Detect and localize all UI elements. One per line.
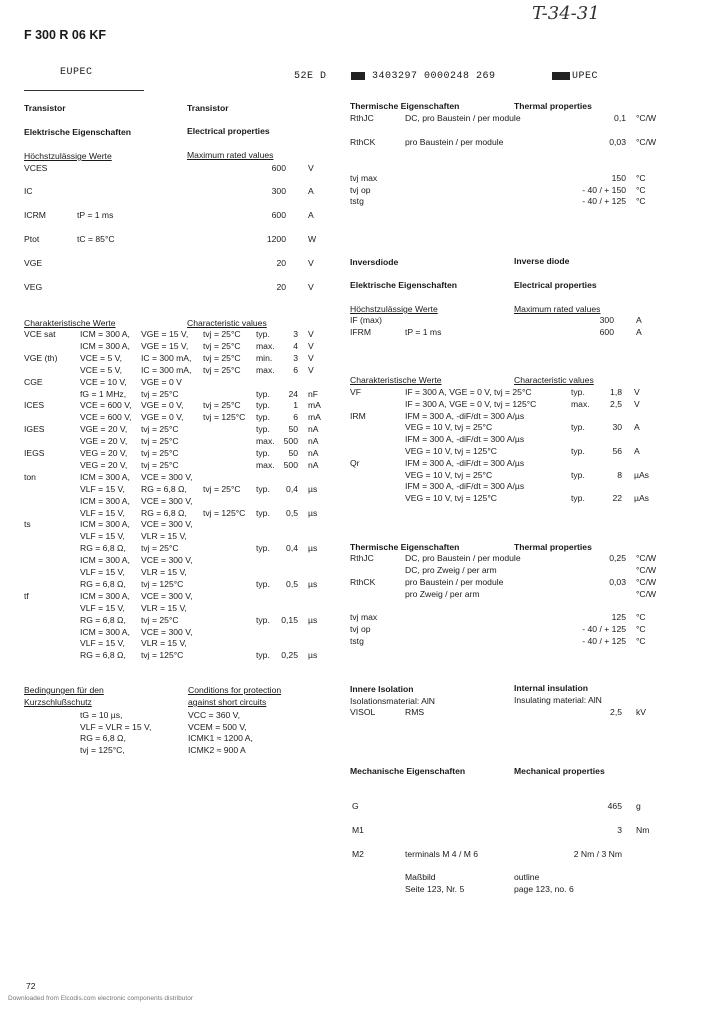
transistor-elec-en: Electrical properties xyxy=(187,126,270,136)
short-row-left: tvj = 125°C, xyxy=(80,744,125,755)
char-row-c2: VCE = 300 V, xyxy=(141,555,193,566)
max-row-symbol: ICRM xyxy=(24,210,46,220)
diode-char-row-cond: IFM = 300 A, -diF/dt = 300 A/µs xyxy=(405,481,525,492)
diode-char-row-sym: VF xyxy=(350,387,361,397)
transistor-max-en: Maximum rated values xyxy=(187,150,274,160)
char-row-q: typ. xyxy=(256,400,270,411)
transistor-elec-de: Elektrische Eigenschaften xyxy=(24,127,131,137)
char-row-unit: µs xyxy=(308,578,318,589)
char-row-unit: V xyxy=(308,340,314,351)
diode-char-row-sym: IRM xyxy=(350,410,366,421)
diode-max-symbol: IF (max) xyxy=(350,315,382,325)
char-row-c1: VLF = 15 V, xyxy=(80,483,125,494)
mech-row-value: 3 xyxy=(617,825,622,835)
char-row-c2: tvj = 25°C xyxy=(141,424,179,435)
diode-title-de: Inversdiode xyxy=(350,257,399,267)
mech-en: Mechanical properties xyxy=(514,766,605,776)
char-row-c1: ICM = 300 A, xyxy=(80,329,130,339)
char-row-c2: VLR = 15 V, xyxy=(141,638,187,649)
char-row-c1: VCE = 600 V, xyxy=(80,412,132,423)
char-row-val: 1 xyxy=(293,400,298,411)
mech-row-unit: Nm xyxy=(636,825,650,835)
max-row-symbol: Ptot xyxy=(24,234,40,244)
mech-row-condition: terminals M 4 / M 6 xyxy=(405,849,479,859)
char-row-c2: VLR = 15 V, xyxy=(141,602,187,613)
thermal-t-de: Thermische Eigenschaften xyxy=(350,101,460,111)
outline-de: Maßbild xyxy=(405,872,436,882)
thermal-d-unit: °C xyxy=(636,612,646,622)
char-row-c1: VCE = 5 V, xyxy=(80,352,122,363)
isolation-de: Innere Isolation xyxy=(350,684,414,694)
header-rule xyxy=(24,90,144,91)
char-row-unit: nA xyxy=(308,459,319,470)
max-row-value: 1200 xyxy=(266,234,286,244)
max-row-value: 20 xyxy=(276,258,286,268)
char-row-c1: ICM = 300 A, xyxy=(80,340,130,351)
outline-en: outline xyxy=(514,872,540,882)
max-row-unit: A xyxy=(308,186,314,196)
mech-row-value: 465 xyxy=(607,801,622,811)
char-row-q: typ. xyxy=(256,483,270,494)
diode-char-row-cond: IF = 300 A, VGE = 0 V, tvj = 125°C xyxy=(405,398,537,409)
short-circuit-en-2: against short circuits xyxy=(188,697,267,707)
thermal-d-symbol: tvj max xyxy=(350,612,378,622)
char-row-unit: V xyxy=(308,364,314,375)
char-row-q: min. xyxy=(256,352,273,363)
thermal-d-unit: °C xyxy=(636,624,646,634)
char-row-q: typ. xyxy=(256,412,270,423)
char-row-c3: tvj = 125°C xyxy=(203,507,246,518)
char-row-unit: nA xyxy=(308,436,319,447)
isolation-cond: RMS xyxy=(405,707,425,717)
char-row-c1: RG = 6,8 Ω, xyxy=(80,578,126,589)
char-row-c2: IC = 300 mA, xyxy=(141,352,192,363)
char-row-c1: VEG = 20 V, xyxy=(80,459,128,470)
thermal-d-unit: °C/W xyxy=(636,553,657,563)
char-row-c1: VEG = 20 V, xyxy=(80,448,128,458)
diode-char-row-q: typ. xyxy=(571,422,585,433)
char-row-c2: VCE = 300 V, xyxy=(141,519,193,530)
char-row-c2: VCE = 300 V, xyxy=(141,495,193,506)
diode-char-row-val: 1,8 xyxy=(610,387,622,397)
char-row-c3: tvj = 25°C xyxy=(203,352,241,363)
isolation-value: 2,5 xyxy=(610,707,622,717)
char-row-c1: ICM = 300 A, xyxy=(80,471,130,482)
char-row-val: 50 xyxy=(288,424,298,435)
diode-max-value: 300 xyxy=(599,315,614,325)
diode-char-row-unit: V xyxy=(634,398,640,409)
thermal-d-condition: DC, pro Zweig / per arm xyxy=(405,565,497,575)
mech-row-symbol: M2 xyxy=(352,849,364,859)
char-row-sym: IEGS xyxy=(24,448,45,458)
thermal-d-value: 0,25 xyxy=(609,553,626,563)
char-row-unit: µs xyxy=(308,614,318,625)
transistor-char-de: Charakteristische Werte xyxy=(24,318,116,328)
char-row-c1: ICM = 300 A, xyxy=(80,590,130,601)
char-row-c2: VGE = 15 V, xyxy=(141,329,189,339)
thermal-row-unit: °C xyxy=(636,196,646,206)
max-row-symbol: VCES xyxy=(24,163,48,173)
mech-de: Mechanische Eigenschaften xyxy=(350,766,466,776)
thermal-row-value: 150 xyxy=(611,173,626,183)
diode-char-row-cond: IFM = 300 A, -diF/dt = 300 A/µs xyxy=(405,410,525,421)
thermal-row-value: 0,03 xyxy=(609,137,626,147)
char-row-c1: VLF = 15 V, xyxy=(80,507,125,518)
short-circuit-de-1: Bedingungen für den xyxy=(24,685,104,695)
thermal-d-unit: °C xyxy=(636,636,646,646)
char-row-c1: ICM = 300 A, xyxy=(80,555,130,566)
char-row-val: 24 xyxy=(288,388,298,399)
char-row-unit: µs xyxy=(308,650,318,661)
char-row-sym: IGES xyxy=(24,424,45,435)
char-row-c3: tvj = 25°C xyxy=(203,364,241,375)
thermal-row-unit: °C xyxy=(636,173,646,183)
char-row-unit: µs xyxy=(308,543,318,554)
char-row-unit: µs xyxy=(308,507,318,518)
char-row-sym: ton xyxy=(24,471,36,482)
handwritten-note: T-34-31 xyxy=(532,3,600,24)
diode-max-symbol: IFRM xyxy=(350,327,372,337)
char-row-unit: nA xyxy=(308,424,319,435)
short-row-right: VCEM = 500 V, xyxy=(188,721,247,732)
char-row-c2: tvj = 25°C xyxy=(141,436,179,447)
thermal-t-en: Thermal properties xyxy=(514,101,592,111)
thermal-row-symbol: RthJC xyxy=(350,113,374,123)
thermal-d-value: - 40 / + 125 xyxy=(582,624,626,634)
char-row-q: typ. xyxy=(256,543,270,554)
code-numbers: 3403297 0000248 269 xyxy=(372,71,496,82)
isolation-material-en: Insulating material: AlN xyxy=(514,695,602,705)
outline-ref-en: page 123, no. 6 xyxy=(514,884,574,894)
thermal-d-unit: °C/W xyxy=(636,565,657,575)
diode-elec-en: Electrical properties xyxy=(514,280,597,290)
diode-char-de: Charakteristische Werte xyxy=(350,375,442,385)
char-row-c3: tvj = 25°C xyxy=(203,340,241,351)
char-row-c1: VLF = 15 V, xyxy=(80,602,125,613)
char-row-unit: mA xyxy=(308,412,321,423)
code-brand: UPEC xyxy=(572,71,599,82)
max-row-value: 300 xyxy=(271,186,286,196)
diode-char-row-cond: IFM = 300 A, -diF/dt = 300 A/µs xyxy=(405,434,525,445)
thermal-d-value: 125 xyxy=(611,612,626,622)
char-row-q: typ. xyxy=(256,614,270,625)
char-row-c2: VGE = 0 V xyxy=(141,376,182,387)
barcode-block-2 xyxy=(552,72,570,80)
diode-char-en: Characteristic values xyxy=(514,375,594,385)
max-row-value: 600 xyxy=(271,163,286,173)
thermal-row-unit: °C/W xyxy=(636,113,657,123)
char-row-val: 500 xyxy=(283,436,298,447)
char-row-c1: VCE = 5 V, xyxy=(80,364,122,375)
short-row-left: RG = 6,8 Ω, xyxy=(80,733,126,744)
char-row-q: typ. xyxy=(256,329,270,339)
char-row-q: max. xyxy=(256,340,275,351)
char-row-c2: tvj = 125°C xyxy=(141,578,184,589)
thermal-row-value: - 40 / + 150 xyxy=(582,185,626,195)
short-row-left: VLF = VLR = 15 V, xyxy=(80,721,152,732)
diode-char-row-q: typ. xyxy=(571,387,585,397)
char-row-val: 3 xyxy=(293,329,298,339)
char-row-c1: ICM = 300 A, xyxy=(80,626,130,637)
diode-char-row-unit: µAs xyxy=(634,469,649,480)
page-number: 72 xyxy=(26,981,36,991)
thermal-row-symbol: tstg xyxy=(350,196,364,206)
max-row-value: 20 xyxy=(276,282,286,292)
diode-char-row-val: 22 xyxy=(612,493,622,504)
char-row-c3: tvj = 125°C xyxy=(203,412,246,423)
thermal-d-de: Thermische Eigenschaften xyxy=(350,542,460,552)
thermal-d-condition: DC, pro Baustein / per module xyxy=(405,553,521,563)
char-row-c2: tvj = 25°C xyxy=(141,388,179,399)
char-row-q: max. xyxy=(256,436,275,447)
thermal-d-condition: pro Zweig / per arm xyxy=(405,589,480,599)
transistor-char-en: Characteristic values xyxy=(187,318,267,328)
char-row-val: 0,5 xyxy=(286,507,298,518)
char-row-val: 0,5 xyxy=(286,578,298,589)
char-row-c3: tvj = 25°C xyxy=(203,400,241,411)
char-row-val: 0,25 xyxy=(281,650,298,661)
char-row-c2: tvj = 25°C xyxy=(141,459,179,470)
char-row-c1: VCE = 600 V, xyxy=(80,400,132,411)
isolation-en: Internal insulation xyxy=(514,683,589,693)
diode-char-row-val: 8 xyxy=(617,469,622,480)
char-row-q: typ. xyxy=(256,448,270,458)
max-row-unit: V xyxy=(308,258,314,268)
char-row-val: 6 xyxy=(293,412,298,423)
diode-char-row-val: 56 xyxy=(612,446,622,456)
char-row-c2: VGE = 15 V, xyxy=(141,340,189,351)
thermal-d-value: 0,03 xyxy=(609,577,626,587)
char-row-unit: nA xyxy=(308,448,319,458)
char-row-c2: RG = 6,8 Ω, xyxy=(141,483,187,494)
short-circuit-de-2: Kurzschlußschutz xyxy=(24,697,92,707)
mech-row-symbol: M1 xyxy=(352,825,364,835)
diode-char-row-cond: IF = 300 A, VGE = 0 V, tvj = 25°C xyxy=(405,387,532,397)
char-row-c2: tvj = 25°C xyxy=(141,543,179,554)
max-row-unit: V xyxy=(308,282,314,292)
char-row-c1: VLF = 15 V, xyxy=(80,567,125,577)
char-row-q: typ. xyxy=(256,424,270,435)
diode-max-en: Maximum rated values xyxy=(514,304,601,314)
char-row-sym: ts xyxy=(24,519,31,530)
thermal-row-symbol: tvj op xyxy=(350,185,371,195)
char-row-unit: V xyxy=(308,352,314,363)
char-row-c1: VLF = 15 V, xyxy=(80,638,125,649)
max-row-value: 600 xyxy=(271,210,286,220)
char-row-val: 50 xyxy=(288,448,298,458)
diode-elec-de: Elektrische Eigenschaften xyxy=(350,280,457,290)
char-row-val: 0,15 xyxy=(281,614,298,625)
thermal-row-condition: DC, pro Baustein / per module xyxy=(405,113,521,123)
mech-row-symbol: G xyxy=(352,801,359,811)
char-row-val: 6 xyxy=(293,364,298,375)
thermal-d-en: Thermal properties xyxy=(514,542,592,552)
thermal-row-unit: °C/W xyxy=(636,137,657,147)
char-row-c2: VCE = 300 V, xyxy=(141,590,193,601)
diode-char-row-unit: A xyxy=(634,446,640,456)
diode-char-row-cond: VEG = 10 V, tvj = 25°C xyxy=(405,422,493,433)
thermal-d-symbol: RthJC xyxy=(350,553,374,563)
char-row-unit: V xyxy=(308,329,314,339)
max-row-symbol: IC xyxy=(24,186,33,196)
char-row-c1: RG = 6,8 Ω, xyxy=(80,543,126,554)
char-row-c2: VGE = 0 V, xyxy=(141,400,184,411)
char-row-c1: VLF = 15 V, xyxy=(80,531,125,542)
diode-char-row-val: 30 xyxy=(612,422,622,433)
char-row-c2: tvj = 25°C xyxy=(141,448,179,458)
char-row-sym: tf xyxy=(24,590,29,601)
char-row-unit: µs xyxy=(308,483,318,494)
short-row-right: ICMK1 ≈ 1200 A, xyxy=(188,733,253,744)
model-title: F 300 R 06 KF xyxy=(24,28,106,42)
short-row-right: ICMK2 ≈ 900 A xyxy=(188,744,246,755)
char-row-c3: tvj = 25°C xyxy=(203,329,241,339)
mech-row-unit: g xyxy=(636,801,641,811)
diode-char-row-q: typ. xyxy=(571,493,585,504)
char-row-c2: tvj = 25°C xyxy=(141,614,179,625)
diode-char-row-q: max. xyxy=(571,398,590,409)
thermal-d-unit: °C/W xyxy=(636,589,657,599)
brand-logo-text: EUPEC xyxy=(60,67,93,78)
max-row-condition: tC = 85°C xyxy=(77,234,115,244)
transistor-max-de: Höchstzulässige Werte xyxy=(24,151,112,161)
char-row-sym: VCE sat xyxy=(24,329,56,339)
char-row-c1: ICM = 300 A, xyxy=(80,495,130,506)
diode-max-value: 600 xyxy=(599,327,614,337)
char-row-c2: VLR = 15 V, xyxy=(141,531,187,542)
thermal-row-value: - 40 / + 125 xyxy=(582,196,626,206)
char-row-q: typ. xyxy=(256,650,270,661)
char-row-c1: VGE = 20 V, xyxy=(80,424,128,435)
diode-max-unit: A xyxy=(636,315,642,325)
char-row-unit: mA xyxy=(308,400,321,411)
diode-char-row-cond: VEG = 10 V, tvj = 125°C xyxy=(405,493,497,504)
transistor-title-en: Transistor xyxy=(187,103,229,113)
diode-char-row-unit: V xyxy=(634,387,640,397)
thermal-d-symbol: tstg xyxy=(350,636,364,646)
char-row-sym: VGE (th) xyxy=(24,352,58,363)
code-line-prefix: 52E D xyxy=(294,71,327,82)
char-row-q: typ. xyxy=(256,388,270,399)
diode-char-row-cond: IFM = 300 A, -diF/dt = 300 A/µs xyxy=(405,457,525,468)
max-row-condition: tP = 1 ms xyxy=(77,210,114,220)
diode-char-row-q: typ. xyxy=(571,446,585,456)
outline-ref-de: Seite 123, Nr. 5 xyxy=(405,884,465,894)
diode-char-row-unit: µAs xyxy=(634,493,649,504)
max-row-unit: A xyxy=(308,210,314,220)
short-row-right: VCC = 360 V, xyxy=(188,710,240,720)
diode-char-row-unit: A xyxy=(634,422,640,433)
thermal-row-unit: °C xyxy=(636,185,646,195)
diode-title-en: Inverse diode xyxy=(514,256,570,266)
char-row-c1: RG = 6,8 Ω, xyxy=(80,650,126,661)
scan-note: Downloaded from Elcodis.com electronic components distributor xyxy=(8,995,193,1002)
isolation-unit: kV xyxy=(636,707,647,717)
char-row-val: 0,4 xyxy=(286,483,298,494)
char-row-c2: IC = 300 mA, xyxy=(141,364,192,375)
diode-char-row-cond: VEG = 10 V, tvj = 125°C xyxy=(405,446,497,456)
thermal-row-condition: pro Baustein / per module xyxy=(405,137,504,147)
char-row-q: typ. xyxy=(256,578,270,589)
char-row-c1: RG = 6,8 Ω, xyxy=(80,614,126,625)
max-row-symbol: VEG xyxy=(24,282,43,292)
char-row-c2: VCE = 300 V, xyxy=(141,471,193,482)
diode-char-row-q: typ. xyxy=(571,469,585,480)
isolation-material: Isolationsmaterial: AlN xyxy=(350,696,436,706)
isolation-symbol: VISOL xyxy=(350,707,376,717)
diode-char-row-cond: VEG = 10 V, tvj = 25°C xyxy=(405,469,493,480)
char-row-c1: ICM = 300 A, xyxy=(80,519,130,530)
diode-char-row-val: 2,5 xyxy=(610,398,622,409)
char-row-c1: fG = 1 MHz, xyxy=(80,388,127,399)
mech-row-value: 2 Nm / 3 Nm xyxy=(573,849,622,859)
char-row-unit: nF xyxy=(308,388,319,399)
diode-max-unit: A xyxy=(636,327,642,337)
diode-max-condition: tP = 1 ms xyxy=(405,327,442,337)
diode-char-row-sym: Qr xyxy=(350,457,360,468)
thermal-d-symbol: RthCK xyxy=(350,577,376,587)
thermal-row-value: 0,1 xyxy=(614,113,626,123)
char-row-sym: CGE xyxy=(24,376,43,387)
max-row-unit: V xyxy=(308,163,314,173)
char-row-val: 0,4 xyxy=(286,543,298,554)
char-row-c1: VGE = 20 V, xyxy=(80,436,128,447)
char-row-val: 3 xyxy=(293,352,298,363)
thermal-d-unit: °C/W xyxy=(636,577,657,587)
char-row-q: typ. xyxy=(256,507,270,518)
char-row-q: max. xyxy=(256,364,275,375)
char-row-c2: VGE = 0 V, xyxy=(141,412,184,423)
short-row-left: tG = 10 µs, xyxy=(80,710,123,720)
char-row-c3: tvj = 25°C xyxy=(203,483,241,494)
max-row-unit: W xyxy=(308,234,317,244)
char-row-c2: RG = 6,8 Ω, xyxy=(141,507,187,518)
short-circuit-en-1: Conditions for protection xyxy=(188,685,282,695)
thermal-d-condition: pro Baustein / per module xyxy=(405,577,504,587)
char-row-q: max. xyxy=(256,459,275,470)
transistor-title-de: Transistor xyxy=(24,103,66,113)
thermal-d-value: - 40 / + 125 xyxy=(582,636,626,646)
char-row-c2: VLR = 15 V, xyxy=(141,567,187,577)
max-row-symbol: VGE xyxy=(24,258,43,268)
char-row-sym: ICES xyxy=(24,400,45,411)
thermal-row-symbol: tvj max xyxy=(350,173,378,183)
char-row-c2: tvj = 125°C xyxy=(141,650,184,661)
barcode-block-1 xyxy=(351,72,365,80)
thermal-d-symbol: tvj op xyxy=(350,624,371,634)
char-row-val: 4 xyxy=(293,340,298,351)
char-row-c1: VCE = 10 V, xyxy=(80,376,127,387)
thermal-row-symbol: RthCK xyxy=(350,137,376,147)
char-row-val: 500 xyxy=(283,459,298,470)
char-row-c2: VCE = 300 V, xyxy=(141,626,193,637)
diode-max-de: Höchstzulässige Werte xyxy=(350,304,438,314)
